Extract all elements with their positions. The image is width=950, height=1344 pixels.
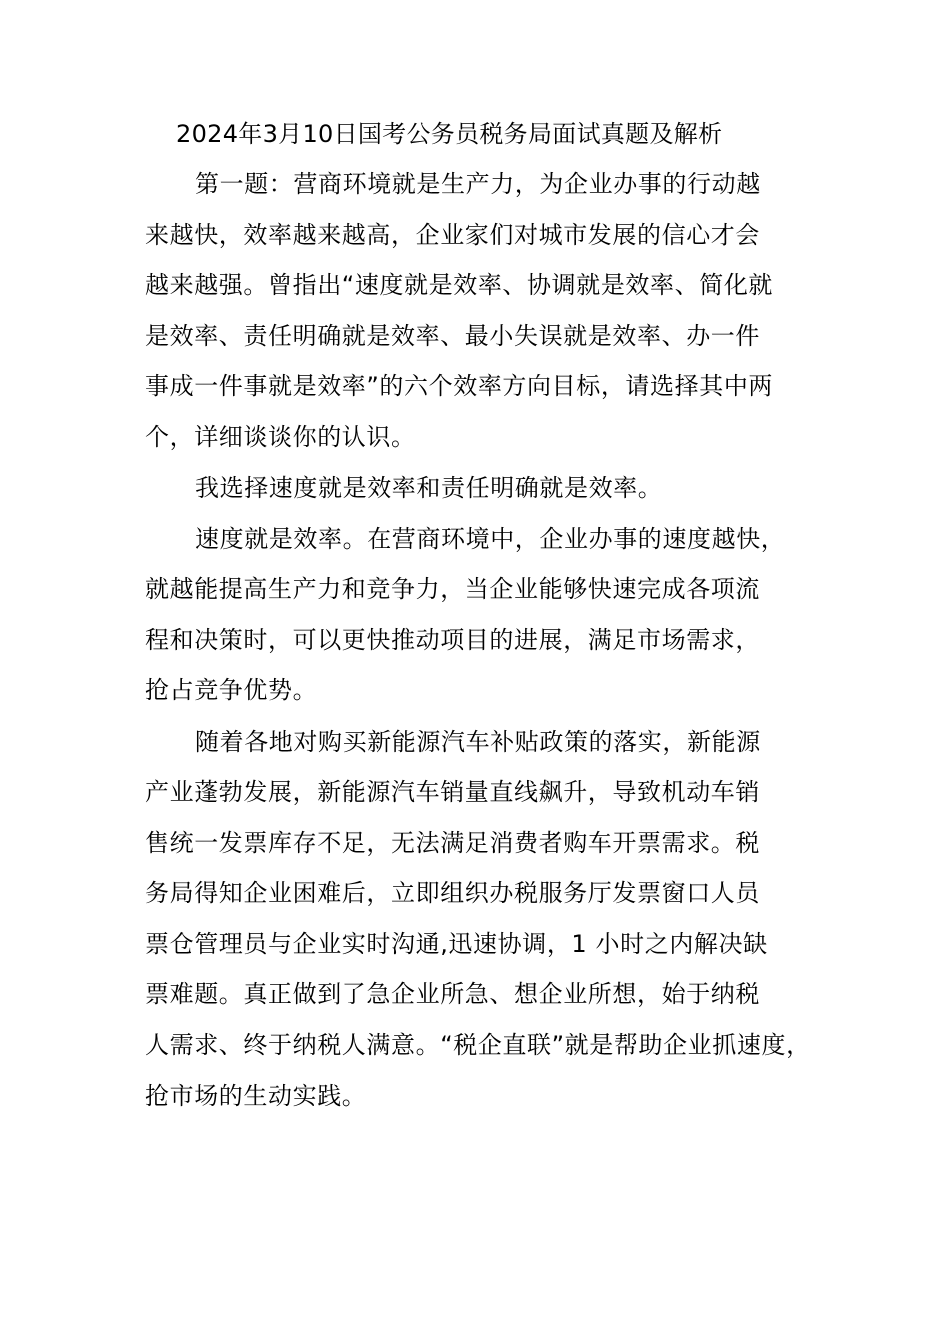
text-line: 务局得知企业困难后，立即组织办税服务厅发票窗口人员 bbox=[145, 879, 760, 907]
text-line: 是效率、责任明确就是效率、最小失误就是效率、办一件 bbox=[145, 322, 760, 350]
text-line: 来越快，效率越来越高，企业家们对城市发展的信心才会 bbox=[145, 221, 760, 249]
text-line: 个，详细谈谈你的认识。 bbox=[145, 423, 416, 451]
text-line: 越来越强。曾指出“速度就是效率、协调就是效率、简化就 bbox=[145, 271, 774, 299]
text-line: 程和决策时，可以更快推动项目的进展，满足市场需求， bbox=[145, 626, 760, 654]
text-line: 随着各地对购买新能源汽车补贴政策的落实，新能源 bbox=[195, 728, 761, 756]
text-line: 产业蓬勃发展，新能源汽车销量直线飙升，导致机动车销 bbox=[145, 778, 760, 806]
text-line: 人需求、终于纳税人满意。“税企直联”就是帮助企业抓速度， bbox=[145, 1031, 811, 1059]
document-title: 2024年3月10日国考公务员税务局面试真题及解析 bbox=[176, 120, 723, 148]
text-line: 抢占竞争优势。 bbox=[145, 676, 318, 704]
text-line: 票仓管理员与企业实时沟通,迅速协调，1 小时之内解决缺 bbox=[145, 930, 768, 958]
text-line: 就越能提高生产力和竞争力，当企业能够快速完成各项流 bbox=[145, 575, 760, 603]
text-line: 抢市场的生动实践。 bbox=[145, 1082, 367, 1110]
text-line: 售统一发票库存不足，无法满足消费者购车开票需求。税 bbox=[145, 829, 760, 857]
text-line: 我选择速度就是效率和责任明确就是效率。 bbox=[195, 474, 663, 502]
text-line: 第一题：营商环境就是生产力，为企业办事的行动越 bbox=[195, 170, 761, 198]
text-line: 速度就是效率。在营商环境中，企业办事的速度越快， bbox=[195, 525, 786, 553]
text-line: 事成一件事就是效率”的六个效率方向目标，请选择其中两 bbox=[145, 372, 774, 400]
text-line: 票难题。真正做到了急企业所急、想企业所想，始于纳税 bbox=[145, 980, 760, 1008]
